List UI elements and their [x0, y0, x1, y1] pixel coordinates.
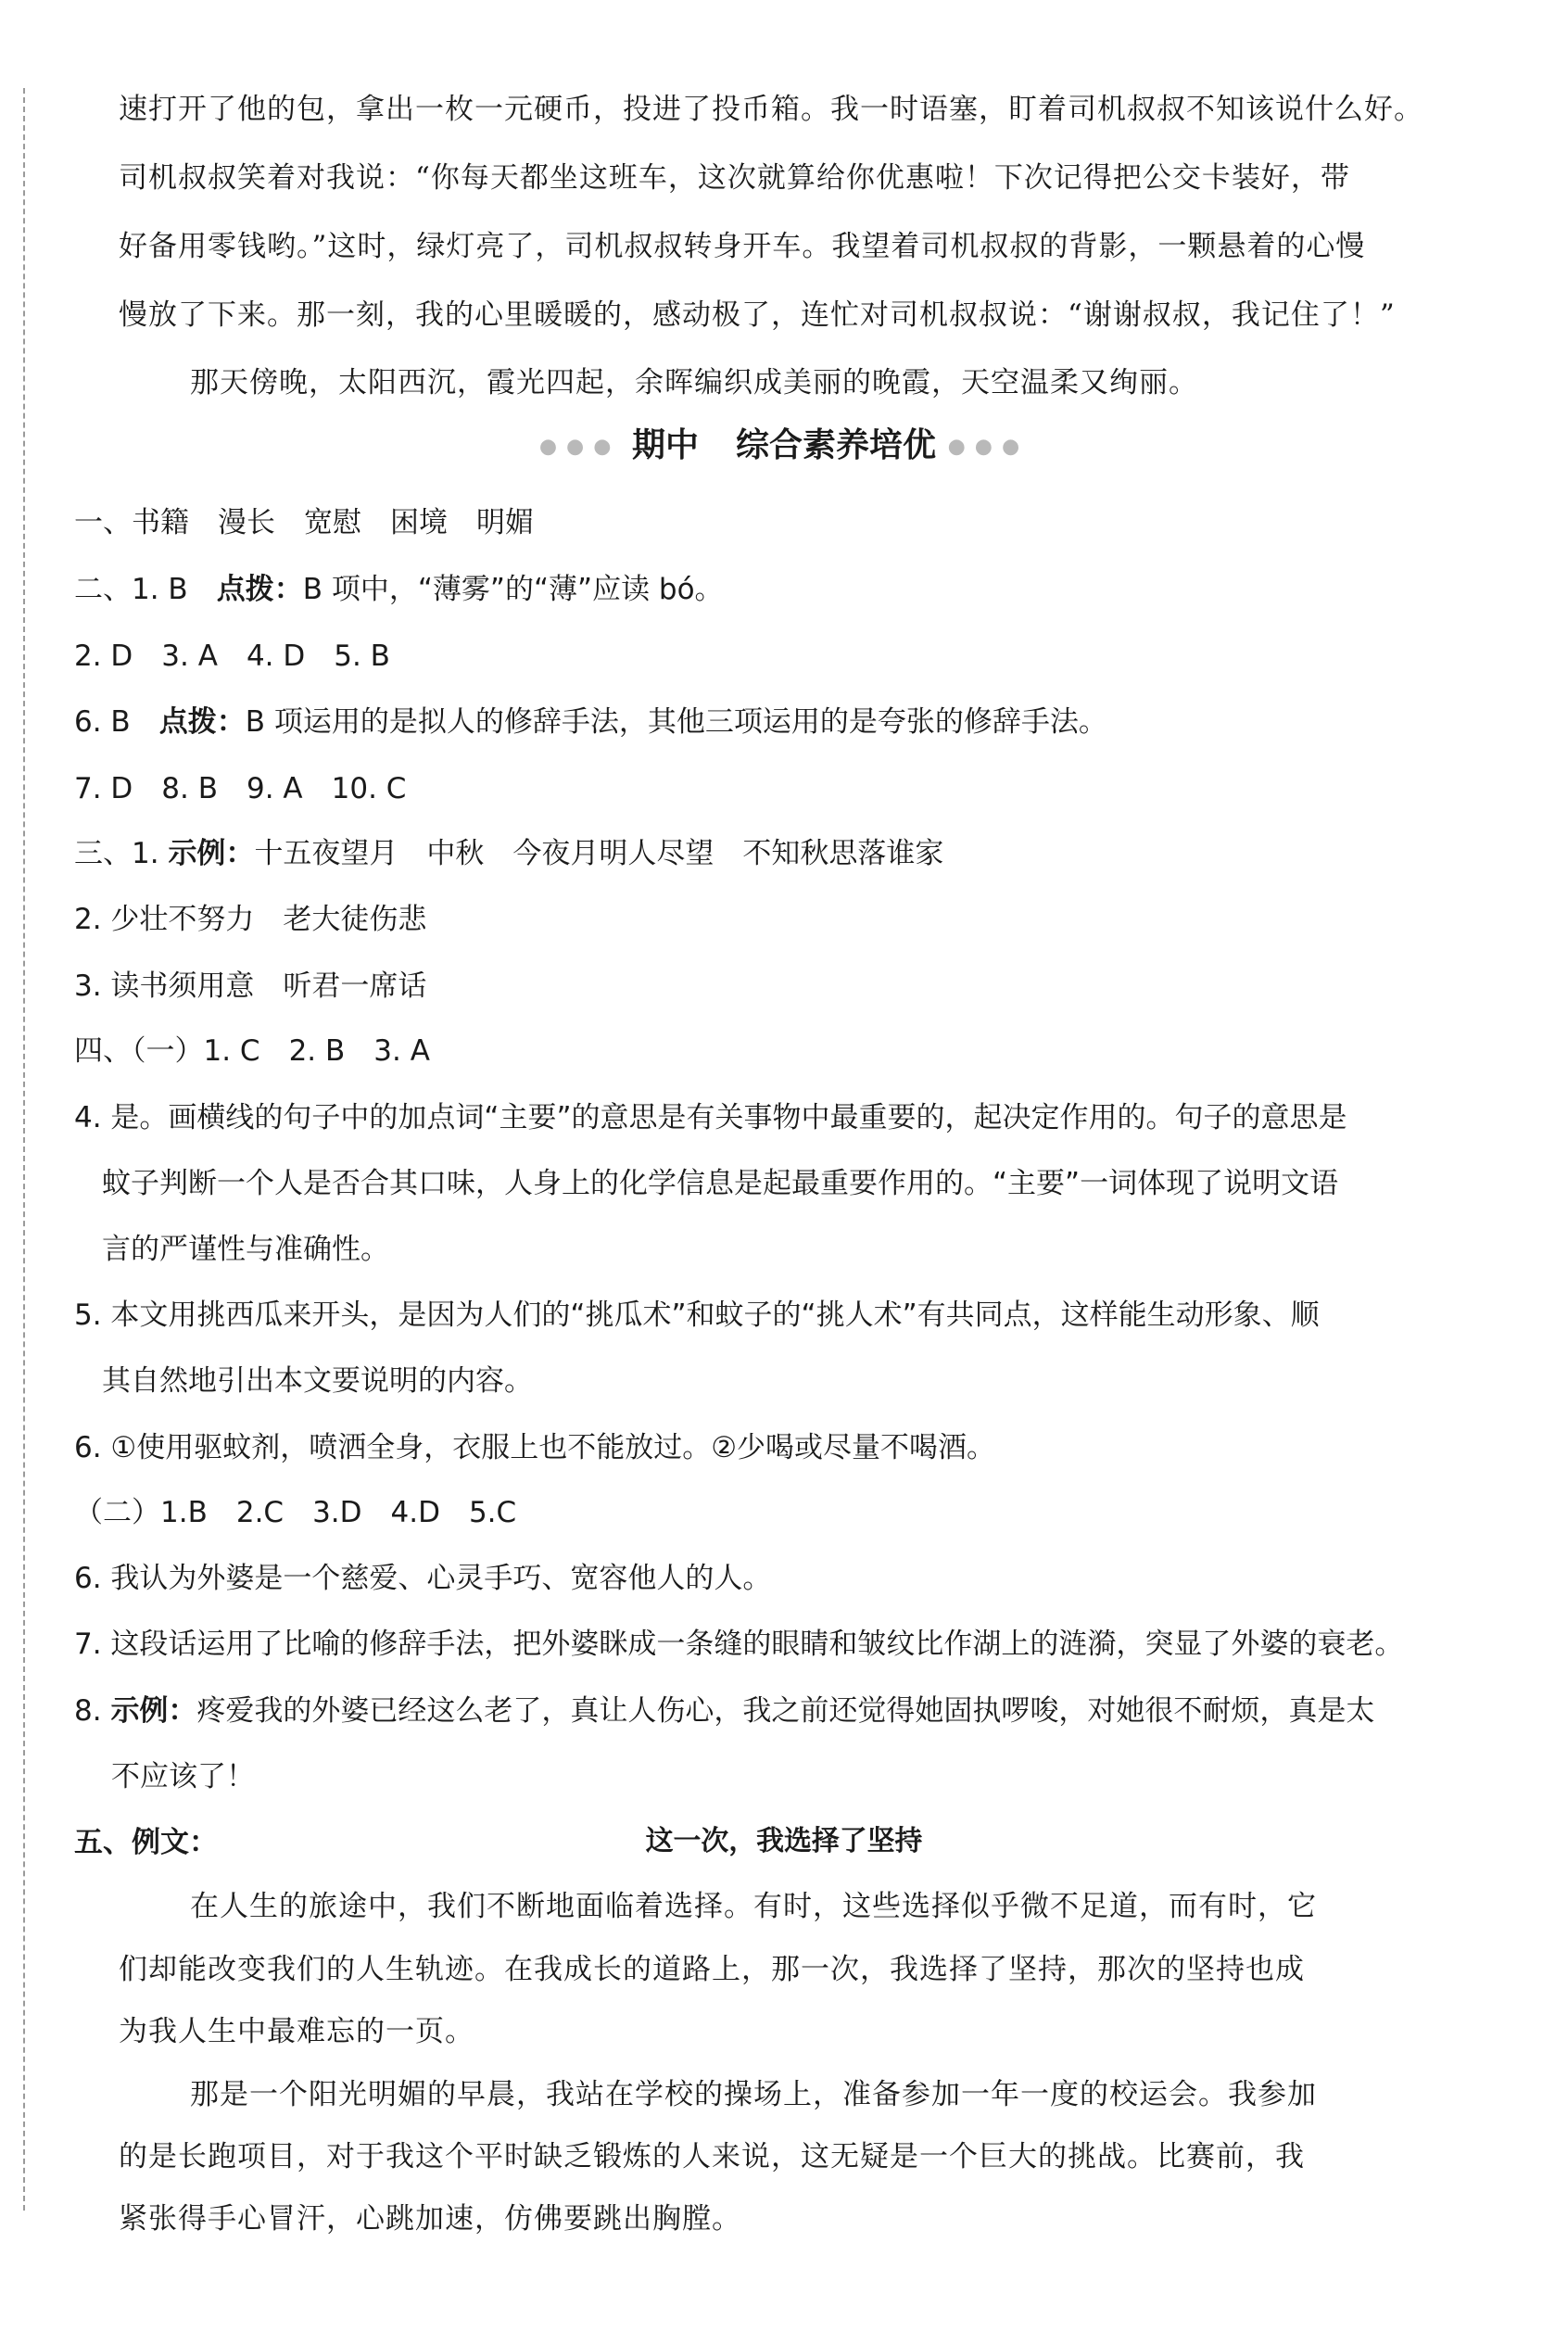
prev-essay-line: 好备用零钱哟。”这时，绿灯亮了，司机叔叔转身开车。我望着司机叔叔的背影，一颗悬着的心慢 [119, 230, 1366, 263]
decor-dots-left: ●●● [538, 435, 621, 459]
essay-title: 这一次，我选择了坚持 [645, 1825, 923, 1857]
answer-line: 7. 这段话运用了比喻的修辞手法，把外婆眯成一条缝的眼睛和皱纹比作湖上的涟漪，突显了外婆的衰老。 [74, 1628, 1404, 1661]
answer-line: （二）1.B 2.C 3.D 4.D 5.C [74, 1496, 517, 1529]
essay-label: 五、例文： [74, 1826, 218, 1859]
essay-line: 在人生的旅途中，我们不断地面临着选择。有时，这些选择似乎微不足道，而有时，它 [190, 1890, 1317, 1923]
answer-line: 不应该了！ [111, 1760, 255, 1793]
prev-essay-line: 慢放了下来。那一刻，我的心里暖暖的，感动极了，连忙对司机叔叔说：“谢谢叔叔，我记住了！” [119, 298, 1396, 332]
section-title [0, 419, 1568, 466]
answer-line [74, 698, 1107, 740]
prev-essay-line: 速打开了他的包，拿出一枚一元硬币，投进了投币箱。我一时语塞，盯着司机叔叔不知该说什么好。 [119, 93, 1423, 126]
answer-num: 6. B [74, 705, 159, 739]
answer-line: 四、（一）1. C 2. B 3. A [74, 1034, 430, 1068]
decor-dots-right: ●●● [947, 435, 1030, 459]
margin-dashed-line [23, 88, 25, 2211]
answer-line: 5. 本文用挑西瓜来开头，是因为人们的“挑瓜术”和蚊子的“挑人术”有共同点，这样能生动形象、顺 [74, 1299, 1320, 1332]
section-title-part1: 期中 [631, 426, 699, 464]
answer-line: 4. 是。画横线的句子中的加点词“主要”的意思是有关事物中最重要的，起决定作用的。句子的意思是 [74, 1101, 1347, 1134]
answer-line: 蚊子判断一个人是否合其口味，人身上的化学信息是起最重要作用的。“主要”一词体现了说明文语 [102, 1167, 1339, 1200]
answer-line: 2. 少壮不努力 老大徒伤悲 [74, 903, 427, 936]
essay-line: 那是一个阳光明媚的早晨，我站在学校的操场上，准备参加一年一度的校运会。我参加 [190, 2078, 1317, 2111]
answer-line [74, 830, 943, 871]
answer-line: 3. 读书须用意 听君一席话 [74, 969, 427, 1003]
hint-text: B 项运用的是拟人的修辞手法，其他三项运用的是夸张的修辞手法。 [245, 705, 1107, 739]
answer-line: 言的严谨性与准确性。 [102, 1233, 389, 1266]
answer-line [74, 1687, 1374, 1729]
answer-num: 二、1. B [74, 573, 217, 606]
answer-line: 6. 我认为外婆是一个慈爱、心灵手巧、宽容他人的人。 [74, 1562, 772, 1595]
essay-line: 们却能改变我们的人生轨迹。在我成长的道路上，那一次，我选择了坚持，那次的坚持也成 [119, 1953, 1305, 1986]
answer-line: 7. D 8. B 9. A 10. C [74, 772, 407, 805]
prev-essay-line: 司机叔叔笑着对我说：“你每天都坐这班车，这次就算给你优惠啦！下次记得把公交卡装好，带 [119, 161, 1350, 195]
essay-line: 的是长跑项目，对于我这个平时缺乏锻炼的人来说，这无疑是一个巨大的挑战。比赛前，我 [119, 2140, 1305, 2173]
answer-num: 8. [74, 1694, 111, 1728]
hint-label: 点拨： [158, 705, 246, 739]
answer-line: 2. D 3. A 4. D 5. B [74, 640, 390, 673]
answer-num: 三、1. [74, 837, 169, 870]
example-label: 示例： [168, 837, 255, 870]
prev-essay-line: 那天傍晚，太阳西沉，霞光四起，余晖编织成美丽的晚霞，天空温柔又绚丽。 [190, 366, 1198, 399]
hint-text: B 项中，“薄雾”的“薄”应读 bó。 [302, 573, 724, 606]
answer-line [74, 565, 724, 607]
answer-text: 疼爱我的外婆已经这么老了，真让人伤心，我之前还觉得她固执啰唆，对她很不耐烦，真是太 [196, 1694, 1375, 1728]
answer-line: 6. ①使用驱蚊剂，喷洒全身，衣服上也不能放过。②少喝或尽量不喝酒。 [74, 1431, 996, 1464]
answer-line: 其自然地引出本文要说明的内容。 [102, 1364, 533, 1398]
essay-line: 紧张得手心冒汗，心跳加速，仿佛要跳出胸膛。 [119, 2202, 741, 2236]
section-title-part2: 综合素养培优 [736, 426, 937, 464]
answer-line: 一、书籍 漫长 宽慰 困境 明媚 [74, 506, 534, 539]
answer-text: 十五夜望月 中秋 今夜月明人尽望 不知秋思落谁家 [254, 837, 944, 870]
example-label: 示例： [110, 1694, 197, 1728]
essay-line: 为我人生中最难忘的一页。 [119, 2015, 474, 2048]
hint-label: 点拨： [216, 573, 303, 606]
